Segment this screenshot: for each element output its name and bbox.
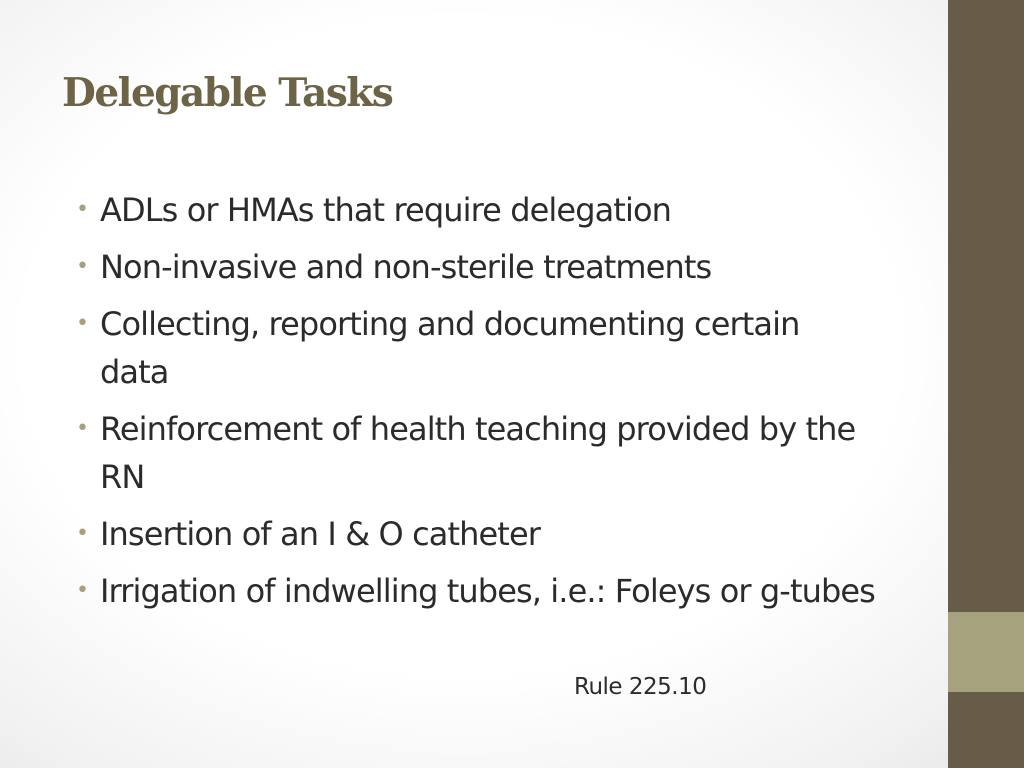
list-item: [76, 186, 876, 234]
list-item: [76, 405, 876, 501]
bullet-text: Collecting, reporting and documenting certain data: [100, 305, 800, 391]
bullet-icon: •: [76, 578, 89, 603]
list-item: [76, 510, 876, 558]
list-item: [76, 567, 876, 615]
slide-title: Delegable Tasks: [62, 70, 393, 116]
bullet-text: Insertion of an I & O catheter: [100, 515, 540, 553]
list-item: [76, 243, 876, 291]
bullet-text: Reinforcement of health teaching provided by the RN: [100, 410, 856, 496]
bullet-list: [76, 186, 876, 624]
sidebar-band-bottom: [948, 692, 1024, 768]
list-item: [76, 300, 876, 396]
sidebar-band-top: [948, 0, 1024, 612]
bullet-icon: •: [76, 521, 89, 546]
rule-reference: Rule 225.10: [574, 674, 707, 700]
bullet-icon: •: [76, 254, 89, 279]
bullet-icon: •: [76, 311, 89, 336]
sidebar-band-accent: [948, 612, 1024, 692]
bullet-text: Irrigation of indwelling tubes, i.e.: Foleys or g-tubes: [100, 572, 875, 610]
bullet-icon: •: [76, 416, 89, 441]
bullet-text: ADLs or HMAs that require delegation: [100, 191, 672, 229]
bullet-icon: •: [76, 197, 89, 222]
bullet-text: Non-invasive and non-sterile treatments: [100, 248, 712, 286]
